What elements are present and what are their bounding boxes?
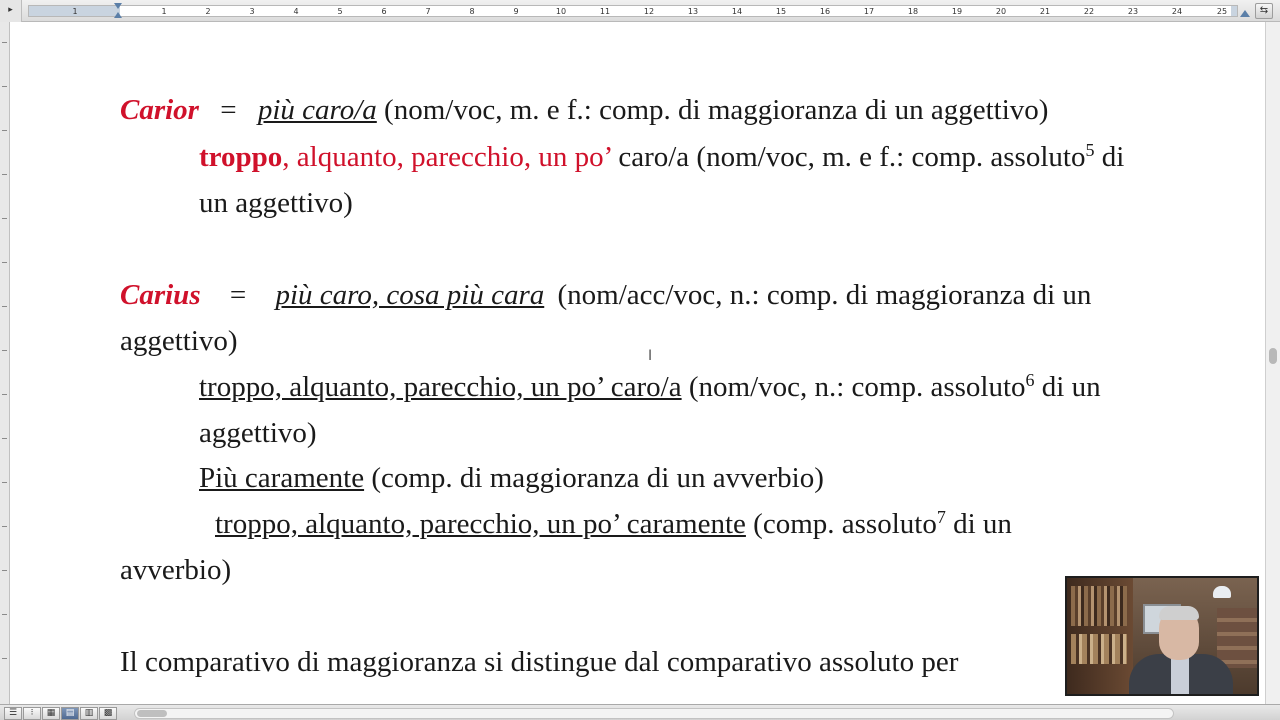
scrollbar-thumb[interactable] (137, 710, 167, 717)
adverb-absolute-line (215, 507, 1012, 541)
ruler-number: 11 (599, 7, 611, 16)
ruler-number: 4 (293, 7, 299, 16)
shelf (1217, 608, 1259, 668)
carius-continuation: aggettivo) (120, 325, 238, 357)
horizontal-scrollbar[interactable] (134, 708, 1174, 719)
fullscreen-view-button[interactable]: ▩ (99, 707, 117, 720)
carius-word: Carius (120, 279, 201, 311)
adverb-absolute-end: di un (945, 508, 1012, 540)
ruler-number: 9 (513, 7, 519, 16)
piu-caramente: Più caramente (199, 462, 365, 494)
presenter-shirt (1171, 656, 1189, 696)
books (1071, 634, 1127, 664)
carior-word: Carior (120, 94, 199, 126)
status-bar (0, 704, 1280, 720)
ruler-number: 5 (337, 7, 343, 16)
ruler-number: 13 (687, 7, 699, 16)
comparative-paragraph: Il comparativo di maggioranza si distingue dal comparativo assoluto per (120, 646, 959, 678)
tab-selector-icon[interactable]: ▸ (0, 0, 22, 22)
carius-absolute-continuation: aggettivo) (199, 417, 317, 449)
ruler-number: 18 (907, 7, 919, 16)
carior-absolute-line (199, 140, 1124, 174)
ruler-number: 21 (1039, 7, 1051, 16)
ruler-number: 15 (775, 7, 787, 16)
carior-meaning: più caro/a (257, 94, 377, 126)
carius-description: (nom/acc/voc, n.: comp. di maggioranza di un (557, 279, 1092, 311)
carius-line (120, 278, 1091, 312)
publishing-view-button[interactable]: ▦ (42, 707, 60, 720)
scrollbar-thumb[interactable] (1269, 348, 1277, 364)
carior-description: (nom/voc, m. e f.: comp. di maggioranza di un aggettivo) (384, 94, 1049, 126)
adverb-absolute-desc: (comp. assoluto (745, 508, 937, 540)
carior-absolute-end: di (1094, 141, 1125, 173)
ruler-number: 19 (951, 7, 963, 16)
carior-line (120, 93, 1048, 127)
ruler-number: 1 (161, 7, 167, 16)
equals-sign: = (229, 279, 247, 311)
ruler-number: 12 (643, 7, 655, 16)
ruler-number: 22 (1083, 7, 1095, 16)
ruler-toggle-button[interactable]: ⇆ (1255, 3, 1273, 19)
ruler-number: 16 (819, 7, 831, 16)
footnote-6[interactable]: 6 (1025, 370, 1035, 390)
ruler-number: 17 (863, 7, 875, 16)
footnote-7[interactable]: 7 (936, 507, 946, 527)
carius-meaning: più caro, cosa più cara (275, 279, 545, 311)
ruler-number: 6 (381, 7, 387, 16)
ruler-number: 1 (72, 7, 78, 16)
ruler-number: 7 (425, 7, 431, 16)
ruler-number: 23 (1127, 7, 1139, 16)
outline-view-button[interactable]: ⁝ (23, 707, 41, 720)
carior-absolute-desc: caro/a (nom/voc, m. e f.: comp. assoluto (611, 141, 1086, 173)
ruler-number: 10 (555, 7, 567, 16)
carius-absolute-line (199, 370, 1101, 404)
presenter-hair (1159, 606, 1199, 620)
carior-continuation: un aggettivo) (199, 187, 353, 219)
ruler-number: 2 (205, 7, 211, 16)
ruler-number: 25 (1216, 7, 1228, 16)
notebook-view-button[interactable]: ▥ (80, 707, 98, 720)
ruler-number: 24 (1171, 7, 1183, 16)
carius-absolute-phrase: troppo, alquanto, parecchio, un po’ caro/a (199, 371, 682, 403)
adverb-continuation: avverbio) (120, 554, 232, 586)
lamp (1213, 586, 1231, 598)
vertical-scrollbar[interactable] (1265, 22, 1280, 704)
webcam-overlay (1065, 576, 1259, 696)
ruler-number: 14 (731, 7, 743, 16)
carius-absolute-end: di un (1034, 371, 1101, 403)
draft-view-button[interactable]: ☰ (4, 707, 22, 720)
ruler-number: 20 (995, 7, 1007, 16)
adverb-absolute-phrase: troppo, alquanto, parecchio, un po’ caramente (215, 508, 746, 540)
carius-absolute-desc: (nom/voc, n.: comp. assoluto (681, 371, 1026, 403)
carior-troppo: troppo (199, 141, 283, 173)
adverb-comparative-desc: (comp. di maggioranza di un avverbio) (364, 462, 824, 494)
print-layout-view-button[interactable]: ▤ (61, 707, 79, 720)
ruler-number: 8 (469, 7, 475, 16)
ruler-number: 3 (249, 7, 255, 16)
carior-adverbs: , alquanto, parecchio, un po’ (282, 141, 612, 173)
footnote-5[interactable]: 5 (1085, 140, 1095, 160)
books (1071, 586, 1127, 626)
equals-sign: = (220, 94, 237, 126)
adverb-comparative-line (199, 461, 824, 495)
text-cursor-icon: I (648, 348, 653, 364)
